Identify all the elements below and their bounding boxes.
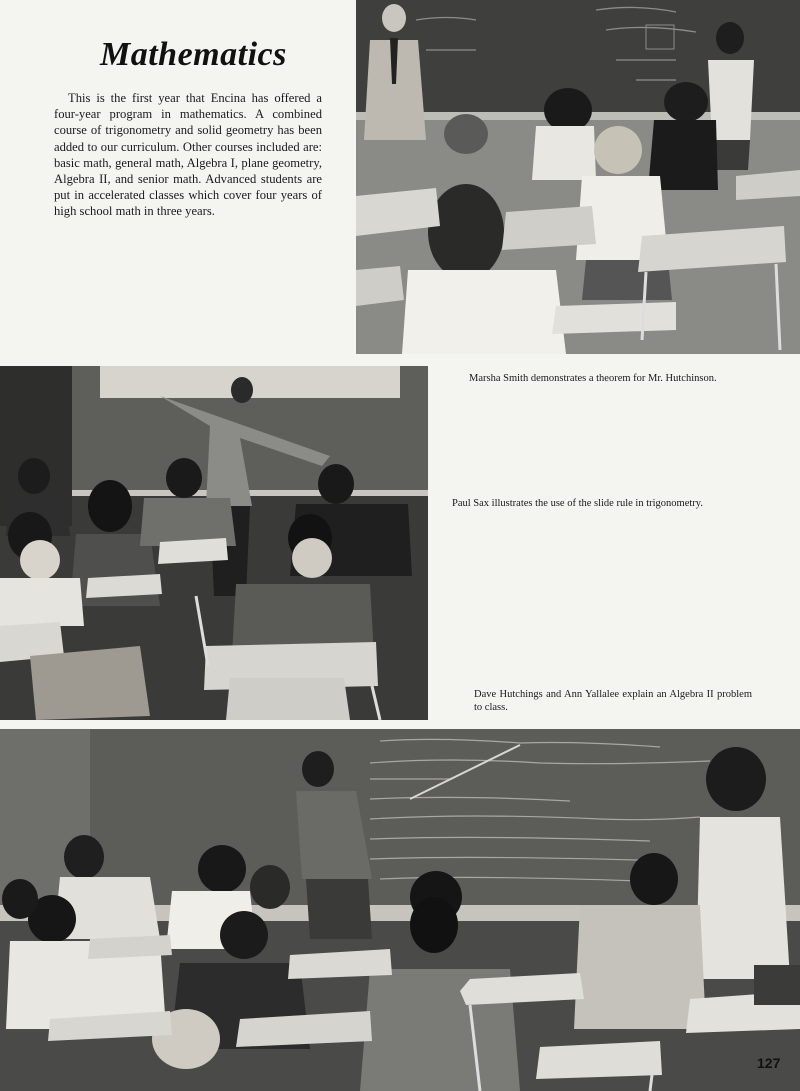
page-number: 127 xyxy=(757,1055,781,1071)
photo-classroom-theorem-art xyxy=(356,0,800,354)
intro-paragraph: This is the first year that Encina has offered a four-year program in mathematics. A combined course of trigonometry and solid geometry has been added to our curriculum. Other courses included are: basic math, general math, Algebra I, plane geometry, Algebra II, and senior math. Advanced students are put in accelerated classes which cover four years of high school math in three years. xyxy=(54,91,322,219)
caption-slide-rule: Paul Sax illustrates the use of the slide rule in trigonometry. xyxy=(452,498,703,509)
photo-slide-rule-art xyxy=(0,366,428,720)
caption-algebra: Dave Hutchings and Ann Yallalee explain an Algebra II problem to class. xyxy=(474,689,752,713)
photo-slide-rule xyxy=(0,366,428,720)
photo-classroom-theorem xyxy=(356,0,800,354)
page-title: Mathematics xyxy=(100,36,287,73)
photo-algebra-problem xyxy=(0,729,800,1091)
photo-algebra-problem-art xyxy=(0,729,800,1091)
caption-theorem: Marsha Smith demonstrates a theorem for Mr. Hutchinson. xyxy=(469,373,717,384)
